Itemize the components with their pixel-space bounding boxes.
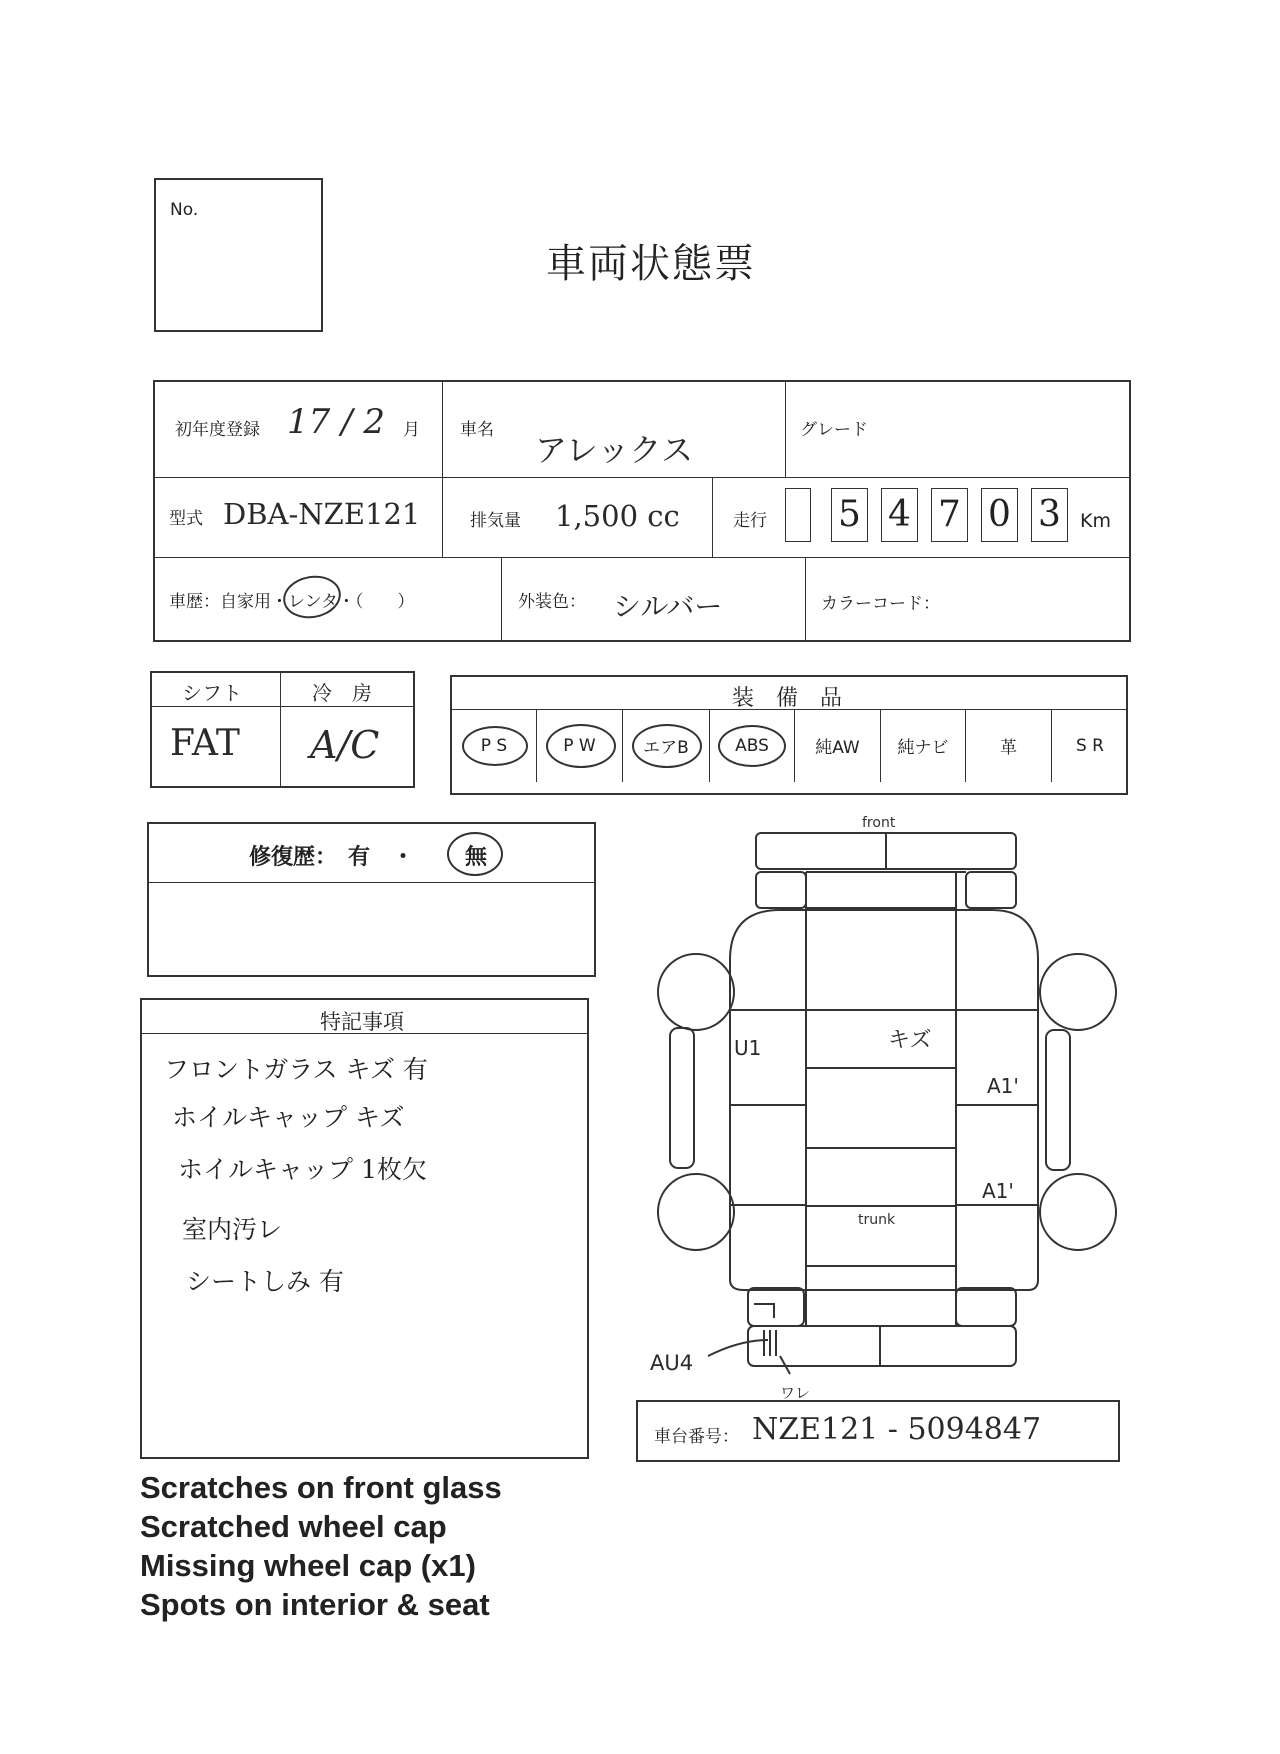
remark-line: フロントガラス キズ 有: [164, 1055, 428, 1084]
english-note: Scratches on front glass: [140, 1470, 502, 1505]
left-side-skirt: [670, 1028, 694, 1168]
equipment-item-airbag: エアB: [622, 709, 709, 782]
shift-value: FAT: [170, 723, 240, 764]
shift-label: シフト: [182, 681, 242, 705]
rear-left-quarter-panel: [748, 1288, 804, 1326]
mileage-label: 走行: [733, 511, 767, 531]
equipment-table: [450, 675, 1128, 795]
odometer-digit: 5: [831, 488, 868, 542]
rear-glass-panel: [806, 1148, 956, 1206]
model-label: 型式: [169, 509, 203, 529]
remark-line: ホイルキャップ 1枚欠: [178, 1155, 427, 1184]
repair-history-none: 無: [465, 845, 488, 870]
rear-right-quarter-panel: [956, 1288, 1016, 1326]
first-registration-unit: 月: [403, 420, 420, 440]
equipment-item-abs: ABS: [709, 709, 794, 782]
page-title: 車両状態票: [546, 241, 756, 287]
ps-circle-mark: [462, 726, 528, 766]
remarks-box: [140, 998, 589, 1459]
diagram-trunk-label: trunk: [858, 1212, 896, 1228]
color-code-label: カラーコード：: [821, 594, 940, 614]
mileage-unit: Km: [1080, 510, 1111, 532]
odometer-digit: 7: [931, 488, 968, 542]
remarks-title: 特記事項: [320, 1010, 404, 1034]
number-label: No.: [170, 200, 199, 220]
airbag-circle-mark: [632, 724, 702, 768]
vehicle-history-label: 車歴：自家用・レンタ・（ ）: [169, 592, 415, 612]
car-name-label: 車名: [460, 420, 494, 440]
equipment-title: 装 備 品: [732, 686, 843, 711]
model-value: DBA-NZE121: [223, 497, 421, 531]
damage-mark-kizu: キズ: [888, 1028, 932, 1053]
damage-mark-a1-bottom: A1': [982, 1179, 1014, 1203]
repair-history-box: [147, 822, 596, 977]
front-fender-right-panel: [966, 872, 1016, 908]
right-side-skirt: [1046, 1030, 1070, 1170]
displacement-label: 排気量: [470, 511, 521, 531]
pw-circle-mark: [546, 724, 616, 768]
remark-line: 室内汚レ: [182, 1215, 283, 1244]
chassis-number-box: [636, 1400, 1120, 1462]
front-fender-left-panel: [756, 872, 806, 908]
remark-line: シートしみ 有: [186, 1267, 344, 1296]
rear-left-wheel: [658, 1174, 734, 1250]
damage-mark-ware: ワレ: [780, 1384, 811, 1400]
damage-mark-u1: U1: [734, 1036, 762, 1060]
ac-value: A/C: [310, 723, 380, 767]
shift-ac-table: [150, 671, 415, 788]
equipment-item-pw: P W: [536, 709, 622, 782]
chassis-number-value: NZE121 - 5094847: [752, 1412, 1042, 1447]
first-registration-value: 17 / 2: [287, 402, 385, 442]
exterior-color-value: シルバー: [613, 590, 723, 623]
equipment-item-sr: S R: [1051, 709, 1128, 782]
english-note: Missing wheel cap (x1): [140, 1548, 476, 1583]
english-note: Spots on interior & seat: [140, 1587, 490, 1622]
car-name-value: アレックス: [535, 431, 694, 469]
first-registration-label: 初年度登録: [175, 420, 260, 440]
repair-history-label: 修復歴： 有 ・: [249, 845, 415, 870]
equipment-item-genuine-navi: 純ナビ: [880, 709, 965, 782]
grade-label: グレード: [800, 420, 868, 440]
equipment-item-leather: 革: [965, 709, 1051, 782]
displacement-value: 1,500 cc: [555, 499, 680, 533]
rear-right-wheel: [1040, 1174, 1116, 1250]
repair-none-circle-mark: [447, 832, 503, 876]
info-table: [153, 380, 1131, 642]
car-diagram: [650, 800, 1130, 1400]
front-left-wheel: [658, 954, 734, 1030]
windshield-panel: [806, 1010, 956, 1068]
rear-bumper-panel: [748, 1326, 1016, 1366]
remark-line: ホイルキャップ キズ: [172, 1103, 405, 1132]
english-note: Scratched wheel cap: [140, 1509, 447, 1544]
chassis-number-label: 車台番号：: [654, 1427, 739, 1447]
front-right-wheel: [1040, 954, 1116, 1030]
damage-mark-a1-top: A1': [987, 1074, 1019, 1098]
odometer-blank-box: [785, 488, 811, 542]
number-box: [154, 178, 323, 332]
abs-circle-mark: [718, 725, 786, 767]
odometer-digit: 3: [1031, 488, 1068, 542]
damage-mark-au4: AU4: [650, 1351, 694, 1375]
roof-panel: [806, 1068, 956, 1148]
rental-circle-mark: [280, 571, 344, 622]
exterior-color-label: 外装色：: [518, 592, 586, 612]
ac-label: 冷 房: [312, 681, 372, 705]
odometer-digit: 0: [981, 488, 1018, 542]
diagram-front-label: front: [862, 815, 896, 831]
equipment-item-ps: P S: [480, 735, 508, 756]
body-outline: [730, 910, 1038, 1290]
odometer-digit: 4: [881, 488, 918, 542]
equipment-item-genuine-aw: 純AW: [794, 709, 880, 782]
